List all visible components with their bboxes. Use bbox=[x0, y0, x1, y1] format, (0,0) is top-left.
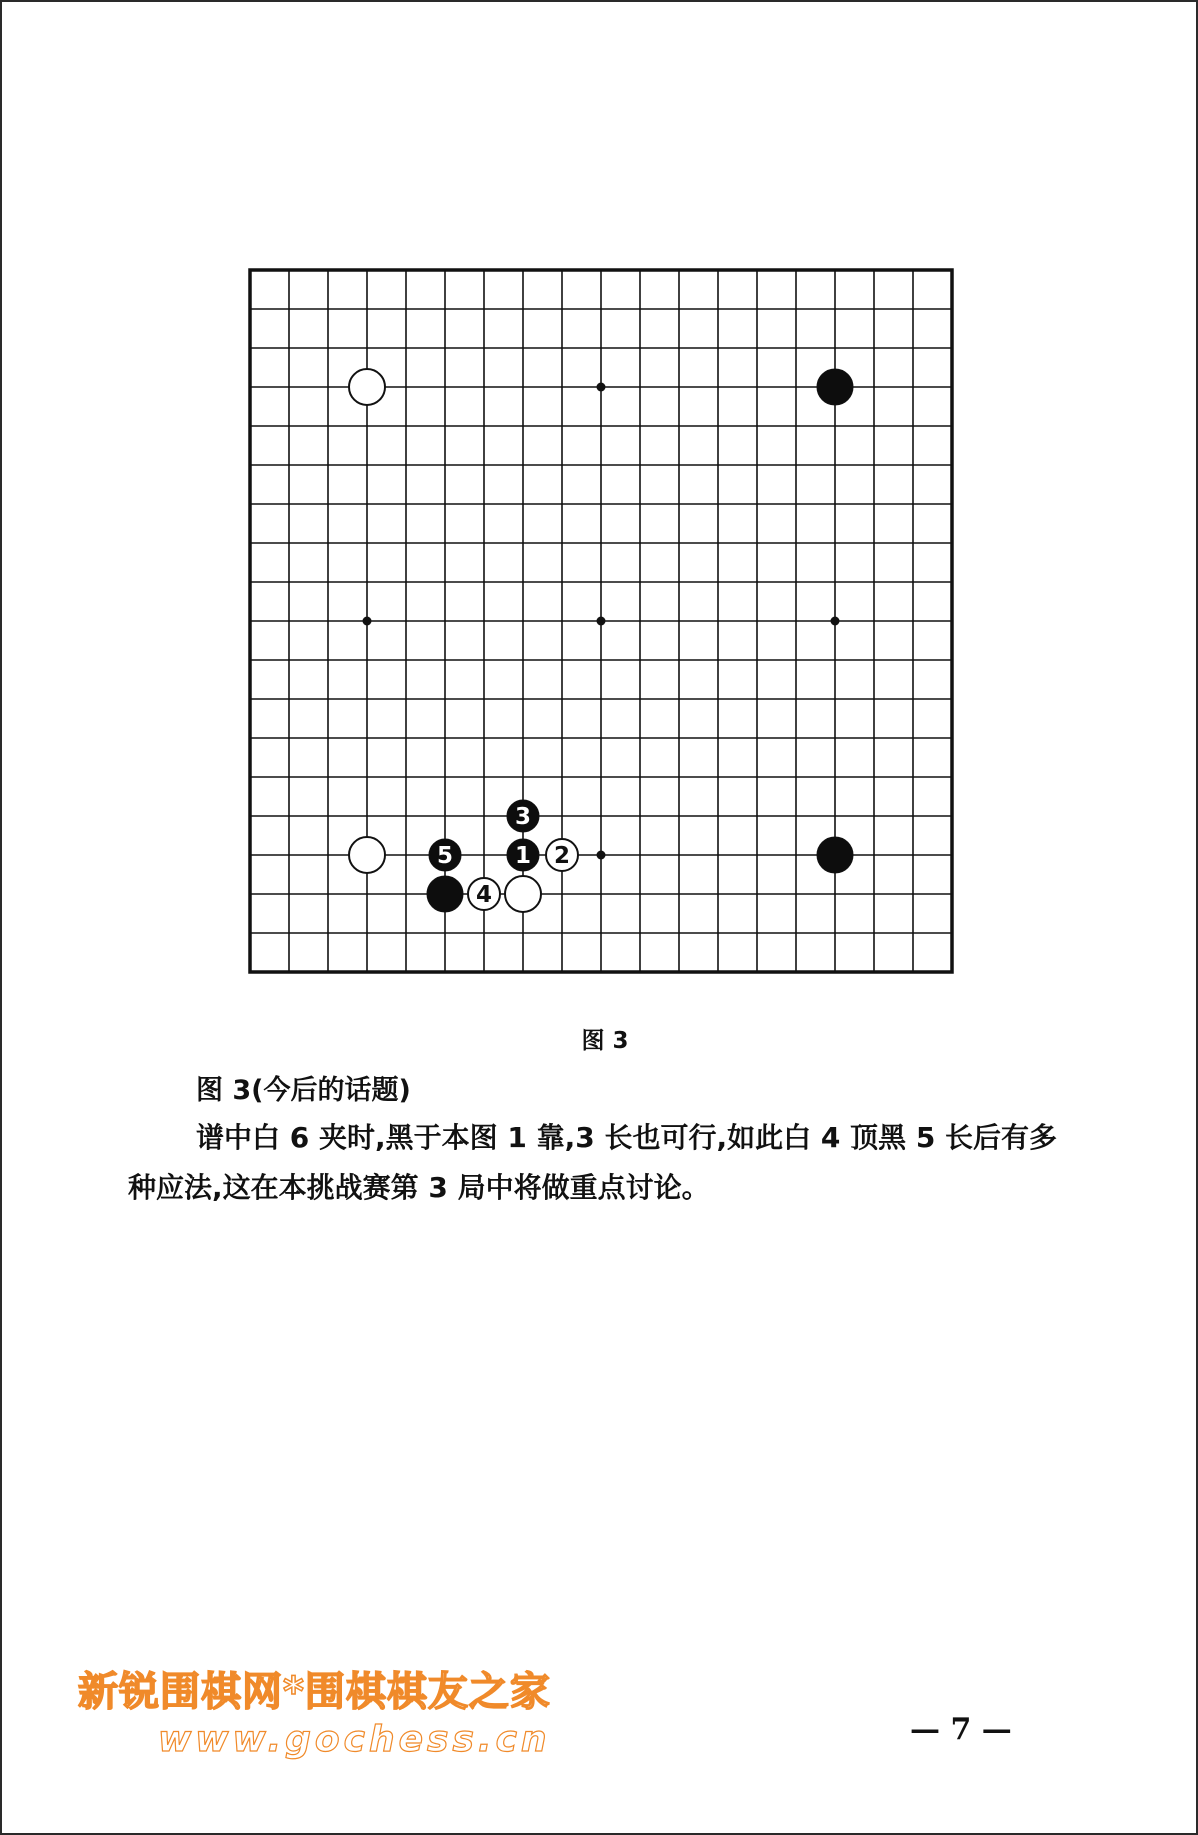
figure-caption: 图 3 bbox=[581, 1028, 629, 1054]
watermark-line1: 新锐围棋网*围棋棋友之家 bbox=[78, 1669, 551, 1715]
black-stone bbox=[427, 876, 463, 912]
watermark-line2: www.gochess.cn bbox=[158, 1719, 551, 1760]
star-point bbox=[597, 617, 606, 626]
star-point bbox=[597, 383, 606, 392]
body-paragraph: 谱中白 6 夹时,黑于本图 1 靠,3 长也可行,如此白 4 顶黑 5 长后有多种应法,这在本挑战赛第 3 局中将做重点讨论。 bbox=[128, 1121, 1058, 1204]
watermark bbox=[78, 1660, 618, 1760]
section-heading: 图 3(今后的话题) bbox=[196, 1075, 411, 1106]
stone-move-number: 2 bbox=[553, 843, 571, 869]
white-stone bbox=[349, 369, 385, 405]
black-stone bbox=[817, 369, 853, 405]
stone-move-number: 5 bbox=[436, 843, 454, 869]
white-stone bbox=[349, 837, 385, 873]
stone-move-number: 3 bbox=[514, 804, 532, 830]
white-stone bbox=[505, 876, 541, 912]
stone-move-number: 1 bbox=[514, 843, 532, 869]
go-board bbox=[236, 258, 980, 988]
stone-move-number: 4 bbox=[475, 882, 493, 908]
star-point bbox=[597, 851, 606, 860]
go-board-figure bbox=[236, 258, 980, 988]
page-number: — 7 — bbox=[910, 1712, 1012, 1747]
black-stone bbox=[817, 837, 853, 873]
star-point bbox=[831, 617, 840, 626]
star-point bbox=[363, 617, 372, 626]
